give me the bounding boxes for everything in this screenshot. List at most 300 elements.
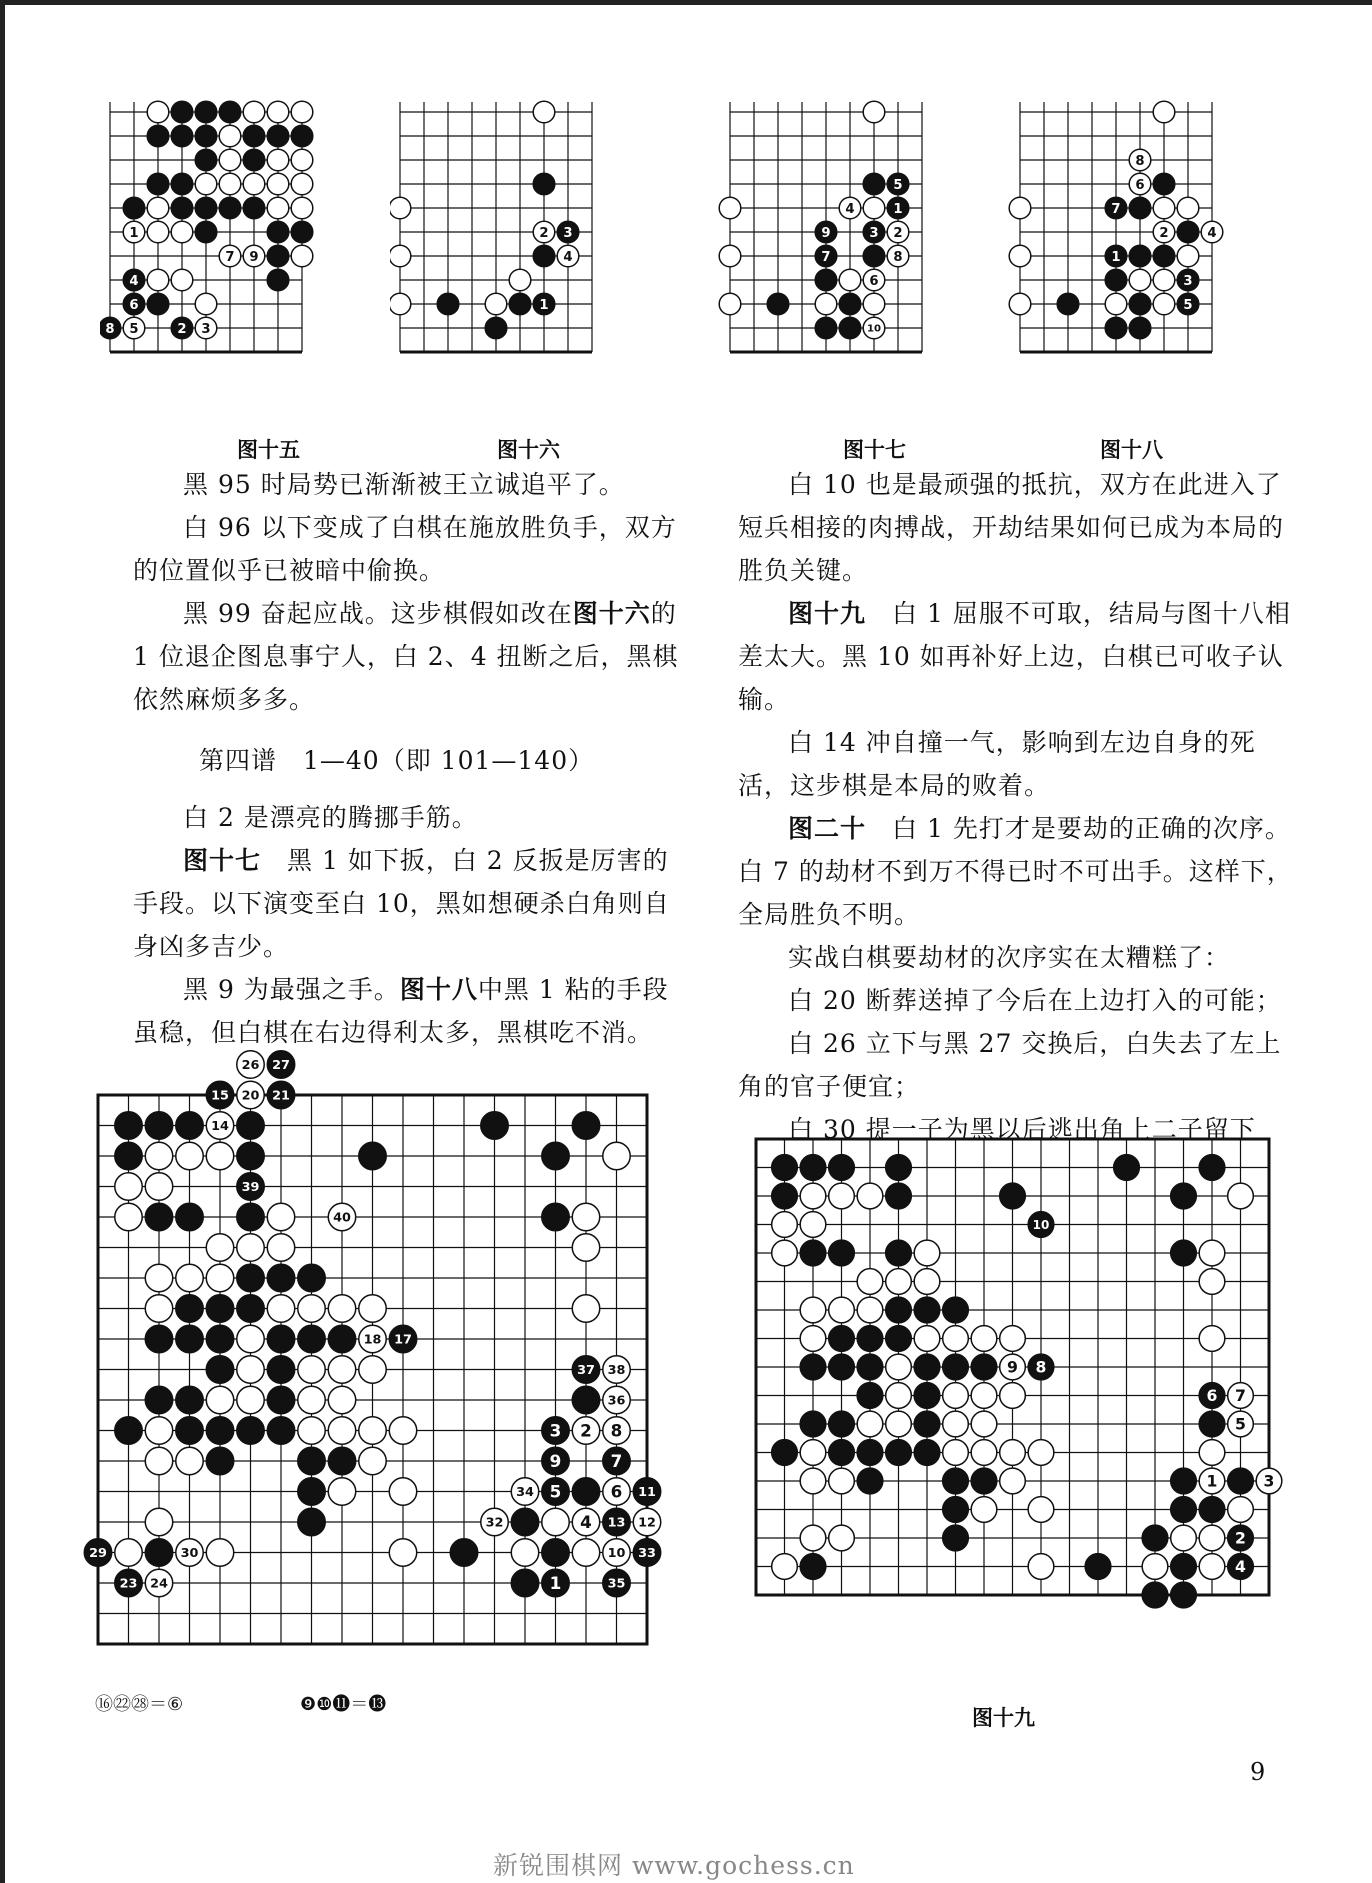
- black-stone: [450, 1539, 477, 1566]
- move-number: 3: [549, 1420, 562, 1441]
- white-stone: [206, 1539, 233, 1566]
- white-stone: [176, 1142, 203, 1169]
- black-stone: [1199, 1155, 1225, 1181]
- black-stone: [176, 1112, 203, 1139]
- black-stone: [1114, 1155, 1140, 1181]
- black-stone: [237, 1203, 264, 1230]
- paragraph: 黑 95 时局势已渐渐被王立诚追平了。: [183, 470, 625, 499]
- black-stone: [800, 1411, 826, 1437]
- white-stone: [914, 1326, 940, 1352]
- move-number: 21: [272, 1088, 290, 1104]
- black-stone: [943, 1354, 969, 1380]
- white-stone: [145, 1447, 172, 1474]
- black-stone: [206, 1325, 233, 1352]
- white-stone: [572, 1539, 599, 1566]
- black-stone: [800, 1354, 826, 1380]
- board-fig15: [100, 100, 330, 420]
- black-stone: [171, 173, 193, 195]
- black-stone: [857, 1383, 883, 1409]
- white-stone: [1199, 1525, 1225, 1551]
- white-stone: [206, 1142, 233, 1169]
- black-stone: [863, 173, 885, 195]
- left-text-column: [133, 463, 693, 1054]
- white-stone: [863, 197, 885, 219]
- section-heading: 第四谱 1—40（即 101—140）: [199, 746, 595, 775]
- black-stone: [772, 1155, 798, 1181]
- caption-fig17: 图十七: [843, 438, 906, 462]
- move-number: 27: [272, 1058, 290, 1074]
- white-stone: [115, 1203, 142, 1230]
- white-stone: [147, 221, 169, 243]
- black-stone: [237, 1264, 264, 1291]
- black-stone: [1199, 1497, 1225, 1523]
- move-number: 5: [1235, 1414, 1246, 1434]
- black-stone: [485, 317, 507, 339]
- move-number: 2: [1235, 1528, 1246, 1548]
- black-stone: [1085, 1554, 1111, 1580]
- move-number: 33: [638, 1546, 656, 1562]
- white-stone: [298, 1356, 325, 1383]
- white-stone: [829, 1468, 855, 1494]
- move-number: 5: [1183, 297, 1193, 313]
- black-stone: [298, 1325, 325, 1352]
- white-stone: [359, 1295, 386, 1322]
- black-stone: [772, 1440, 798, 1466]
- move-number: 3: [201, 321, 211, 337]
- white-stone: [195, 293, 217, 315]
- move-number: 1: [539, 297, 549, 313]
- white-stone: [943, 1440, 969, 1466]
- white-stone: [267, 197, 289, 219]
- black-stone: [243, 125, 265, 147]
- black-stone: [237, 1417, 264, 1444]
- white-stone: [1199, 1554, 1225, 1580]
- white-stone: [815, 293, 837, 315]
- black-stone: [298, 1478, 325, 1505]
- black-stone: [1129, 317, 1151, 339]
- white-stone: [328, 1478, 355, 1505]
- white-stone: [1000, 1468, 1026, 1494]
- black-stone: [511, 1508, 538, 1535]
- black-stone: [857, 1326, 883, 1352]
- move-number: 10: [1032, 1217, 1050, 1232]
- white-stone: [328, 1295, 355, 1322]
- white-stone: [176, 1447, 203, 1474]
- paragraph: 白 26 立下与黑 27 交换后，白失去了左上角的官子便宜；: [738, 1029, 1282, 1101]
- black-stone: [267, 1264, 294, 1291]
- white-stone: [145, 1508, 172, 1535]
- move-number: 38: [607, 1363, 626, 1379]
- black-stone: [298, 1508, 325, 1535]
- black-stone: [195, 149, 217, 171]
- move-number: 8: [893, 249, 903, 265]
- white-stone: [291, 101, 313, 123]
- black-stone: [863, 245, 885, 267]
- move-number: 8: [1135, 153, 1145, 169]
- move-number: 17: [394, 1332, 412, 1348]
- black-stone: [857, 1354, 883, 1380]
- white-stone: [1177, 245, 1199, 267]
- move-number: 37: [577, 1363, 595, 1379]
- caption-fig16: 图十六: [497, 438, 560, 462]
- black-stone: [886, 1183, 912, 1209]
- black-stone: [219, 101, 241, 123]
- black-stone: [509, 293, 531, 315]
- move-number: 12: [638, 1515, 656, 1531]
- black-stone: [943, 1525, 969, 1551]
- white-stone: [267, 1234, 294, 1261]
- move-number: 7: [1235, 1386, 1246, 1406]
- white-stone: [219, 149, 241, 171]
- white-stone: [914, 1269, 940, 1295]
- move-number: 6: [869, 273, 879, 289]
- white-stone: [1171, 1525, 1197, 1551]
- black-stone: [115, 1417, 142, 1444]
- move-number: 2: [893, 225, 903, 241]
- black-stone: [147, 173, 169, 195]
- white-stone: [1028, 1497, 1054, 1523]
- move-number: 8: [1035, 1357, 1047, 1377]
- black-stone: [206, 1356, 233, 1383]
- white-stone: [800, 1297, 826, 1323]
- board-fig18: [1000, 100, 1300, 420]
- black-stone: [206, 1447, 233, 1474]
- black-stone: [171, 101, 193, 123]
- black-stone: [886, 1326, 912, 1352]
- white-stone: [719, 245, 741, 267]
- black-stone: [1171, 1497, 1197, 1523]
- black-stone: [542, 1539, 569, 1566]
- black-stone: [815, 269, 837, 291]
- white-stone: [1199, 1440, 1225, 1466]
- black-stone: [243, 197, 265, 219]
- black-stone: [914, 1411, 940, 1437]
- white-stone: [1199, 1240, 1225, 1266]
- white-stone: [511, 1539, 538, 1566]
- white-stone: [267, 1203, 294, 1230]
- move-number: 20: [241, 1088, 260, 1104]
- white-stone: [1000, 1383, 1026, 1409]
- white-stone: [800, 1440, 826, 1466]
- white-stone: [800, 1525, 826, 1551]
- white-stone: [943, 1383, 969, 1409]
- paragraph: 实战白棋要劫材的次序实在太糟糕了：: [788, 943, 1231, 972]
- white-stone: [886, 1411, 912, 1437]
- black-stone: [542, 1203, 569, 1230]
- move-number: 6: [610, 1481, 623, 1502]
- white-stone: [389, 1478, 416, 1505]
- white-stone: [943, 1326, 969, 1352]
- white-stone: [857, 1183, 883, 1209]
- white-stone: [886, 1383, 912, 1409]
- black-stone: [1171, 1183, 1197, 1209]
- black-stone: [857, 1440, 883, 1466]
- white-stone: [1009, 197, 1031, 219]
- black-stone: [237, 1295, 264, 1322]
- black-stone: [829, 1155, 855, 1181]
- white-stone: [603, 1142, 630, 1169]
- white-stone: [863, 293, 885, 315]
- white-stone: [509, 269, 531, 291]
- black-stone: [291, 221, 313, 243]
- white-stone: [237, 1386, 264, 1413]
- black-stone: [176, 1203, 203, 1230]
- black-stone: [243, 149, 265, 171]
- white-stone: [359, 1447, 386, 1474]
- paragraph: 图十九 白 1 屈服不可取，结局与图十八相差太大。黑 10 如再补好上边，白棋已可收子认输。: [738, 599, 1291, 714]
- white-stone: [829, 1183, 855, 1209]
- move-number: 3: [1263, 1471, 1275, 1491]
- white-stone: [206, 1264, 233, 1291]
- move-number: 4: [129, 273, 139, 289]
- white-stone: [291, 173, 313, 195]
- white-stone: [219, 125, 241, 147]
- caption-fig18: 图十八: [1100, 438, 1163, 462]
- move-number: 9: [1007, 1357, 1018, 1377]
- white-stone: [389, 1417, 416, 1444]
- black-stone: [943, 1297, 969, 1323]
- white-stone: [863, 101, 885, 123]
- white-stone: [1228, 1183, 1254, 1209]
- right-text-column: [738, 463, 1298, 1151]
- white-stone: [800, 1183, 826, 1209]
- white-stone: [1199, 1326, 1225, 1352]
- black-stone: [237, 1142, 264, 1169]
- white-stone: [829, 1525, 855, 1551]
- move-number: 1: [129, 225, 139, 241]
- white-stone: [1009, 245, 1031, 267]
- white-stone: [971, 1411, 997, 1437]
- white-stone: [1129, 269, 1151, 291]
- black-stone: [829, 1411, 855, 1437]
- move-number: 7: [610, 1451, 623, 1472]
- move-number: 26: [241, 1058, 260, 1074]
- move-number: 4: [1235, 1557, 1246, 1577]
- black-stone: [145, 1539, 172, 1566]
- white-stone: [145, 1417, 172, 1444]
- black-stone: [1105, 317, 1127, 339]
- move-number: 13: [607, 1515, 626, 1531]
- board-fig17: [710, 100, 970, 420]
- white-stone: [1199, 1269, 1225, 1295]
- move-number: 1: [893, 201, 903, 217]
- black-stone: [359, 1142, 386, 1169]
- black-stone: [1171, 1554, 1197, 1580]
- watermark: 新锐围棋网 www.gochess.cn: [493, 1851, 855, 1880]
- black-stone: [886, 1240, 912, 1266]
- white-stone: [542, 1508, 569, 1535]
- black-stone: [829, 1326, 855, 1352]
- white-stone: [772, 1212, 798, 1238]
- black-stone: [115, 1112, 142, 1139]
- move-number: 7: [225, 249, 235, 265]
- white-stone: [267, 101, 289, 123]
- black-stone: [176, 1417, 203, 1444]
- black-stone: [147, 293, 169, 315]
- white-stone: [857, 1297, 883, 1323]
- move-number: 11: [638, 1485, 656, 1501]
- white-stone: [328, 1356, 355, 1383]
- white-stone: [1028, 1554, 1054, 1580]
- move-number: 18: [363, 1332, 382, 1348]
- black-stone: [943, 1497, 969, 1523]
- move-number: 7: [821, 249, 831, 265]
- white-stone: [390, 245, 411, 267]
- black-stone: [914, 1383, 940, 1409]
- white-stone: [533, 101, 555, 123]
- white-stone: [145, 1264, 172, 1291]
- black-stone: [145, 1386, 172, 1413]
- move-number: 24: [150, 1576, 168, 1592]
- move-number: 10: [866, 323, 882, 335]
- move-number: 2: [539, 225, 549, 241]
- move-number: 34: [516, 1485, 534, 1501]
- black-stone: [481, 1112, 508, 1139]
- white-stone: [171, 269, 193, 291]
- move-number: 2: [1159, 225, 1169, 241]
- black-stone: [195, 125, 217, 147]
- white-stone: [206, 1234, 233, 1261]
- black-stone: [176, 1325, 203, 1352]
- move-number: 3: [869, 225, 879, 241]
- board-main-record: [80, 1050, 695, 1680]
- white-stone: [1000, 1326, 1026, 1352]
- black-stone: [1105, 269, 1127, 291]
- paragraph: 图十七 黑 1 如下扳，白 2 反扳是厉害的手段。以下演变至白 10，黑如想硬杀白角则自身凶多吉少。: [133, 846, 670, 961]
- black-stone: [772, 1183, 798, 1209]
- white-stone: [1142, 1554, 1168, 1580]
- caption-fig15: 图十五: [237, 438, 300, 462]
- black-stone: [1129, 197, 1151, 219]
- white-stone: [485, 293, 507, 315]
- black-stone: [328, 1447, 355, 1474]
- white-stone: [145, 1295, 172, 1322]
- white-stone: [857, 1269, 883, 1295]
- move-number: 3: [563, 225, 573, 241]
- white-stone: [176, 1264, 203, 1291]
- black-stone: [267, 221, 289, 243]
- black-stone: [195, 221, 217, 243]
- white-stone: [267, 149, 289, 171]
- black-stone: [291, 125, 313, 147]
- paragraph: 白 20 断葬送掉了今后在上边打入的可能；: [788, 986, 1282, 1015]
- black-stone: [572, 1112, 599, 1139]
- move-number: 1: [1111, 249, 1121, 265]
- move-number: 6: [1135, 177, 1145, 193]
- black-stone: [1171, 1468, 1197, 1494]
- white-stone: [829, 1297, 855, 1323]
- white-stone: [115, 1539, 142, 1566]
- black-stone: [267, 125, 289, 147]
- black-stone: [800, 1155, 826, 1181]
- white-stone: [328, 1386, 355, 1413]
- ko-note-black: ❾❿⓫＝⓭: [300, 1694, 387, 1715]
- black-stone: [195, 101, 217, 123]
- black-stone: [267, 1386, 294, 1413]
- black-stone: [328, 1325, 355, 1352]
- black-stone: [195, 197, 217, 219]
- black-stone: [839, 293, 861, 315]
- black-stone: [206, 1295, 233, 1322]
- paragraph: 白 2 是漂亮的腾挪手筋。: [183, 803, 478, 832]
- black-stone: [800, 1240, 826, 1266]
- move-number: 9: [249, 249, 259, 265]
- white-stone: [298, 1295, 325, 1322]
- move-number: 9: [549, 1451, 562, 1472]
- black-stone: [767, 293, 789, 315]
- black-stone: [971, 1354, 997, 1380]
- white-stone: [971, 1497, 997, 1523]
- move-number: 35: [607, 1576, 626, 1592]
- white-stone: [1228, 1497, 1254, 1523]
- move-number: 5: [549, 1481, 562, 1502]
- white-stone: [145, 1142, 172, 1169]
- white-stone: [572, 1295, 599, 1322]
- black-stone: [145, 1203, 172, 1230]
- black-stone: [829, 1354, 855, 1380]
- black-stone: [815, 317, 837, 339]
- black-stone: [511, 1569, 538, 1596]
- white-stone: [800, 1468, 826, 1494]
- black-stone: [533, 173, 555, 195]
- black-stone: [572, 1386, 599, 1413]
- black-stone: [237, 1112, 264, 1139]
- white-stone: [943, 1411, 969, 1437]
- black-stone: [1153, 173, 1175, 195]
- move-number: 8: [610, 1420, 623, 1441]
- move-number: 23: [119, 1576, 138, 1592]
- white-stone: [359, 1356, 386, 1383]
- white-stone: [291, 197, 313, 219]
- white-stone: [772, 1240, 798, 1266]
- white-stone: [971, 1383, 997, 1409]
- black-stone: [914, 1354, 940, 1380]
- white-stone: [572, 1203, 599, 1230]
- black-stone: [533, 245, 555, 267]
- white-stone: [328, 1417, 355, 1444]
- white-stone: [1177, 197, 1199, 219]
- white-stone: [1153, 269, 1175, 291]
- black-stone: [1142, 1582, 1168, 1608]
- black-stone: [839, 317, 861, 339]
- move-number: 14: [211, 1119, 229, 1135]
- white-stone: [1028, 1440, 1054, 1466]
- black-stone: [1057, 293, 1079, 315]
- white-stone: [243, 173, 265, 195]
- black-stone: [298, 1447, 325, 1474]
- white-stone: [298, 1386, 325, 1413]
- ko-note-white: ⑯㉒㉘＝⑥: [95, 1694, 184, 1715]
- white-stone: [147, 197, 169, 219]
- black-stone: [971, 1468, 997, 1494]
- black-stone: [1199, 1411, 1225, 1437]
- black-stone: [886, 1155, 912, 1181]
- move-number: 2: [580, 1420, 592, 1441]
- black-stone: [115, 1142, 142, 1169]
- white-stone: [1009, 293, 1031, 315]
- move-number: 4: [563, 249, 573, 265]
- white-stone: [1153, 197, 1175, 219]
- page-number: 9: [1250, 1758, 1266, 1786]
- white-stone: [772, 1554, 798, 1580]
- black-stone: [1153, 245, 1175, 267]
- white-stone: [195, 173, 217, 195]
- move-number: 1: [1206, 1471, 1218, 1491]
- white-stone: [147, 101, 169, 123]
- white-stone: [971, 1326, 997, 1352]
- black-stone: [1171, 1582, 1197, 1608]
- white-stone: [237, 1356, 264, 1383]
